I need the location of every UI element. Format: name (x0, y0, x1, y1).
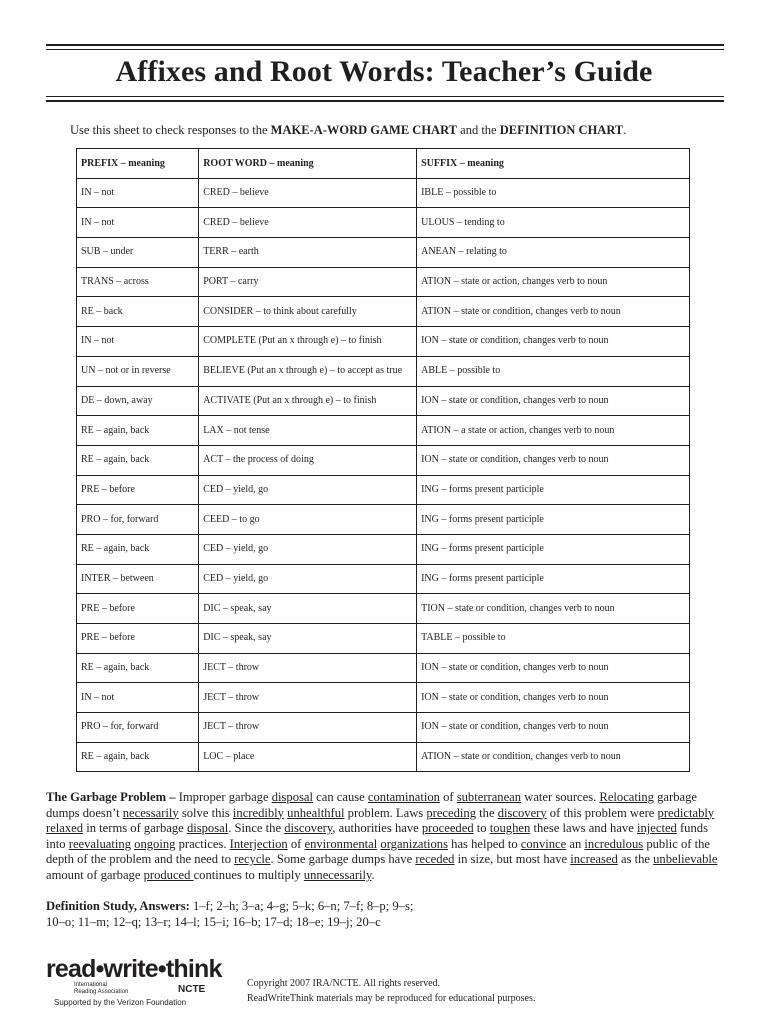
table-row (77, 356, 690, 386)
paragraph-text: practices. (175, 836, 230, 851)
prefix-cell: PRE – before (77, 624, 199, 654)
paragraph-text: an (566, 836, 585, 851)
paragraph-text: has helped to (448, 836, 521, 851)
table-body (77, 178, 690, 772)
underlined-word: incredibly (232, 805, 284, 820)
table-row (77, 416, 690, 446)
readwritethink-logo (46, 956, 246, 1007)
paragraph-text: . Since the (228, 821, 285, 836)
paragraph-text: as the (617, 852, 654, 867)
paragraph-text: garbage dumps doesn’t (46, 790, 697, 820)
answers-line1: 1–f; 2–h; 3–a; 4–g; 5–k; 6–n; 7–f; 8–p; 9–s; (189, 899, 414, 913)
prefix-cell: RE – again, back (77, 653, 199, 683)
underlined-word: disposal (186, 821, 229, 836)
paragraph-text: public of the depth of the problem and the need to (46, 836, 710, 867)
prefix-cell: PRO – for, forward (77, 713, 199, 743)
root-cell: LAX – not tense (199, 416, 417, 446)
underlined-word: predictably (657, 805, 715, 820)
root-cell: CED – yield, go (199, 564, 417, 594)
suffix-cell: ING – forms present participle (417, 475, 690, 505)
table-row (77, 594, 690, 624)
prefix-cell: RE – back (77, 297, 199, 327)
suffix-cell: ANEAN – relating to (417, 238, 690, 268)
paragraph-text: these laws and have (530, 821, 637, 836)
root-cell: ACT – the process of doing (199, 445, 417, 475)
paragraph-text: Improper garbage (175, 790, 272, 804)
suffix-cell: ION – state or condition, changes verb to noun (417, 445, 690, 475)
paragraph-text: solve this (178, 805, 233, 820)
suffix-cell: ING – forms present participle (417, 564, 690, 594)
underlined-word: receded (415, 852, 455, 867)
table-row (77, 624, 690, 654)
root-cell: CED – yield, go (199, 534, 417, 564)
suffix-cell: ION – state or condition, changes verb to noun (417, 683, 690, 713)
header-prefix: PREFIX – meaning (77, 149, 199, 179)
prefix-cell: PRE – before (77, 475, 199, 505)
underlined-word: organizations (380, 836, 449, 851)
suffix-cell: TABLE – possible to (417, 624, 690, 654)
paragraph-text: funds into (46, 821, 708, 851)
root-cell: PORT – carry (199, 267, 417, 297)
underlined-word: convince (520, 836, 567, 851)
table-row (77, 683, 690, 713)
underlined-word: unhealthful (287, 805, 345, 820)
intro-chart1: MAKE-A-WORD GAME CHART (270, 123, 458, 137)
logo-supported: Supported by the Verizon Foundation (54, 998, 187, 1007)
table-row (77, 475, 690, 505)
prefix-cell: UN – not or in reverse (77, 356, 199, 386)
logo-org-line2: Reading Association (74, 989, 129, 995)
paragraph-text: problem. Laws (344, 805, 427, 820)
paragraph-text: . Some garbage dumps have (270, 852, 416, 867)
underlined-word: discovery (497, 805, 547, 820)
intro-text (70, 123, 626, 138)
copyright-line2: ReadWriteThink materials may be reproduced for educational purposes. (247, 993, 536, 1004)
suffix-cell: ATION – a state or action, changes verb to noun (417, 416, 690, 446)
table-row (77, 534, 690, 564)
prefix-cell: PRE – before (77, 594, 199, 624)
logo-org-line1: International (74, 982, 108, 988)
table-row (77, 178, 690, 208)
paragraph-text: of this problem were (546, 805, 658, 820)
suffix-cell: ATION – state or action, changes verb to noun (417, 267, 690, 297)
table-row (77, 238, 690, 268)
paragraph-text: can cause (313, 790, 368, 804)
root-cell: CRED – believe (199, 208, 417, 238)
underlined-word: contamination (367, 790, 440, 804)
answers-block (46, 899, 730, 930)
intro-middle: and the (457, 123, 500, 137)
copyright-block (247, 976, 535, 1006)
table-row (77, 386, 690, 416)
underlined-word: reevaluating (68, 836, 131, 851)
root-cell: JECT – throw (199, 713, 417, 743)
top-rule-1 (46, 44, 724, 46)
prefix-cell: RE – again, back (77, 445, 199, 475)
underlined-word: toughen (489, 821, 531, 836)
ncte-logo: NCTE (178, 984, 206, 995)
paragraph-text: , authorities have (332, 821, 422, 836)
underlined-word: recycle (234, 852, 271, 867)
copyright-line1: Copyright 2007 IRA/NCTE. All rights reserved. (247, 978, 441, 989)
prefix-cell: RE – again, back (77, 742, 199, 772)
suffix-cell: TION – state or condition, changes verb to noun (417, 594, 690, 624)
suffix-cell: IBLE – possible to (417, 178, 690, 208)
garbage-problem-label: The Garbage Problem – (46, 790, 176, 804)
prefix-cell: DE – down, away (77, 386, 199, 416)
prefix-cell: RE – again, back (77, 534, 199, 564)
underlined-word: proceeded (421, 821, 474, 836)
logo-wordmark: read•write•think (46, 955, 222, 983)
paragraph-text: continues to multiply (193, 867, 304, 882)
intro-prefix: Use this sheet to check responses to the (70, 123, 271, 137)
suffix-cell: ING – forms present participle (417, 505, 690, 535)
underlined-word: subterranean (456, 790, 522, 804)
underlined-word: produced (143, 867, 194, 882)
suffix-cell: ION – state or condition, changes verb to noun (417, 713, 690, 743)
suffix-cell: ATION – state or condition, changes verb to noun (417, 297, 690, 327)
paragraph-text: of (287, 836, 305, 851)
prefix-cell: IN – not (77, 683, 199, 713)
paragraph-text: to (473, 821, 490, 836)
underlined-word: injected (636, 821, 677, 836)
table-header-row (77, 149, 690, 179)
underlined-word: necessarily (122, 805, 179, 820)
underlined-word: Relocating (599, 790, 654, 804)
root-cell: LOC – place (199, 742, 417, 772)
intro-suffix: . (623, 123, 627, 137)
suffix-cell: ABLE – possible to (417, 356, 690, 386)
underlined-word: relaxed (46, 821, 84, 836)
table-row (77, 445, 690, 475)
suffix-cell: ULOUS – tending to (417, 208, 690, 238)
root-cell: JECT – throw (199, 683, 417, 713)
table-row (77, 208, 690, 238)
paragraph-text: of (439, 790, 457, 804)
underlined-word: ongoing (134, 836, 176, 851)
paragraph-text: water sources. (521, 790, 600, 804)
prefix-cell: INTER – between (77, 564, 199, 594)
root-cell: ACTIVATE (Put an x through e) – to finish (199, 386, 417, 416)
prefix-cell: TRANS – across (77, 267, 199, 297)
underlined-word: disposal (271, 790, 313, 804)
underlined-word: unbelievable (653, 852, 718, 867)
table-row (77, 713, 690, 743)
underlined-word: Interjection (229, 836, 288, 851)
root-cell: CED – yield, go (199, 475, 417, 505)
prefix-cell: RE – again, back (77, 416, 199, 446)
answers-line2: 10–o; 11–m; 12–q; 13–r; 14–l; 15–i; 16–b; 17–d; 18–e; 19–j; 20–c (46, 914, 381, 929)
root-cell: JECT – throw (199, 653, 417, 683)
suffix-cell: ATION – state or condition, changes verb to noun (417, 742, 690, 772)
underlined-word: environmental (304, 836, 378, 851)
underlined-word: increased (570, 852, 618, 867)
prefix-cell: IN – not (77, 178, 199, 208)
paragraph-text: in size, but most have (454, 852, 571, 867)
underlined-word: unnecessarily (303, 867, 372, 882)
title-rule-1 (46, 96, 724, 97)
root-cell: CONSIDER – to think about carefully (199, 297, 417, 327)
paragraph-text: . (371, 867, 375, 882)
root-cell: COMPLETE (Put an x through e) – to finish (199, 327, 417, 357)
affix-table (76, 148, 690, 772)
paragraph-text: the (476, 805, 498, 820)
table-row (77, 327, 690, 357)
answers-label: Definition Study, Answers: (46, 899, 190, 913)
header-suffix: SUFFIX – meaning (417, 149, 690, 179)
underlined-word: incredulous (584, 836, 644, 851)
root-cell: CEED – to go (199, 505, 417, 535)
suffix-cell: ION – state or condition, changes verb to noun (417, 653, 690, 683)
root-cell: BELIEVE (Put an x through e) – to accept as true (199, 356, 417, 386)
prefix-cell: PRO – for, forward (77, 505, 199, 535)
suffix-cell: ING – forms present participle (417, 534, 690, 564)
top-rule-2 (46, 49, 724, 50)
title-rule-2 (46, 100, 724, 102)
suffix-cell: ION – state or condition, changes verb to noun (417, 386, 690, 416)
root-cell: DIC – speak, say (199, 624, 417, 654)
table-row (77, 742, 690, 772)
underlined-word: preceding (426, 805, 476, 820)
table-row (77, 505, 690, 535)
prefix-cell: SUB – under (77, 238, 199, 268)
underlined-word: discovery (284, 821, 333, 836)
paragraph-text: in terms of garbage (83, 821, 187, 836)
suffix-cell: ION – state or condition, changes verb to noun (417, 327, 690, 357)
prefix-cell: IN – not (77, 208, 199, 238)
paragraph-text: amount of garbage (46, 867, 144, 882)
header-root: ROOT WORD – meaning (199, 149, 417, 179)
root-cell: TERR – earth (199, 238, 417, 268)
table-row (77, 653, 690, 683)
page-title: Affixes and Root Words: Teacher’s Guide (115, 55, 653, 88)
intro-chart2: DEFINITION CHART (499, 123, 624, 137)
table-row (77, 564, 690, 594)
table-row (77, 297, 690, 327)
table-row (77, 267, 690, 297)
prefix-cell: IN – not (77, 327, 199, 357)
root-cell: DIC – speak, say (199, 594, 417, 624)
garbage-problem-paragraph (46, 790, 730, 884)
root-cell: CRED – believe (199, 178, 417, 208)
